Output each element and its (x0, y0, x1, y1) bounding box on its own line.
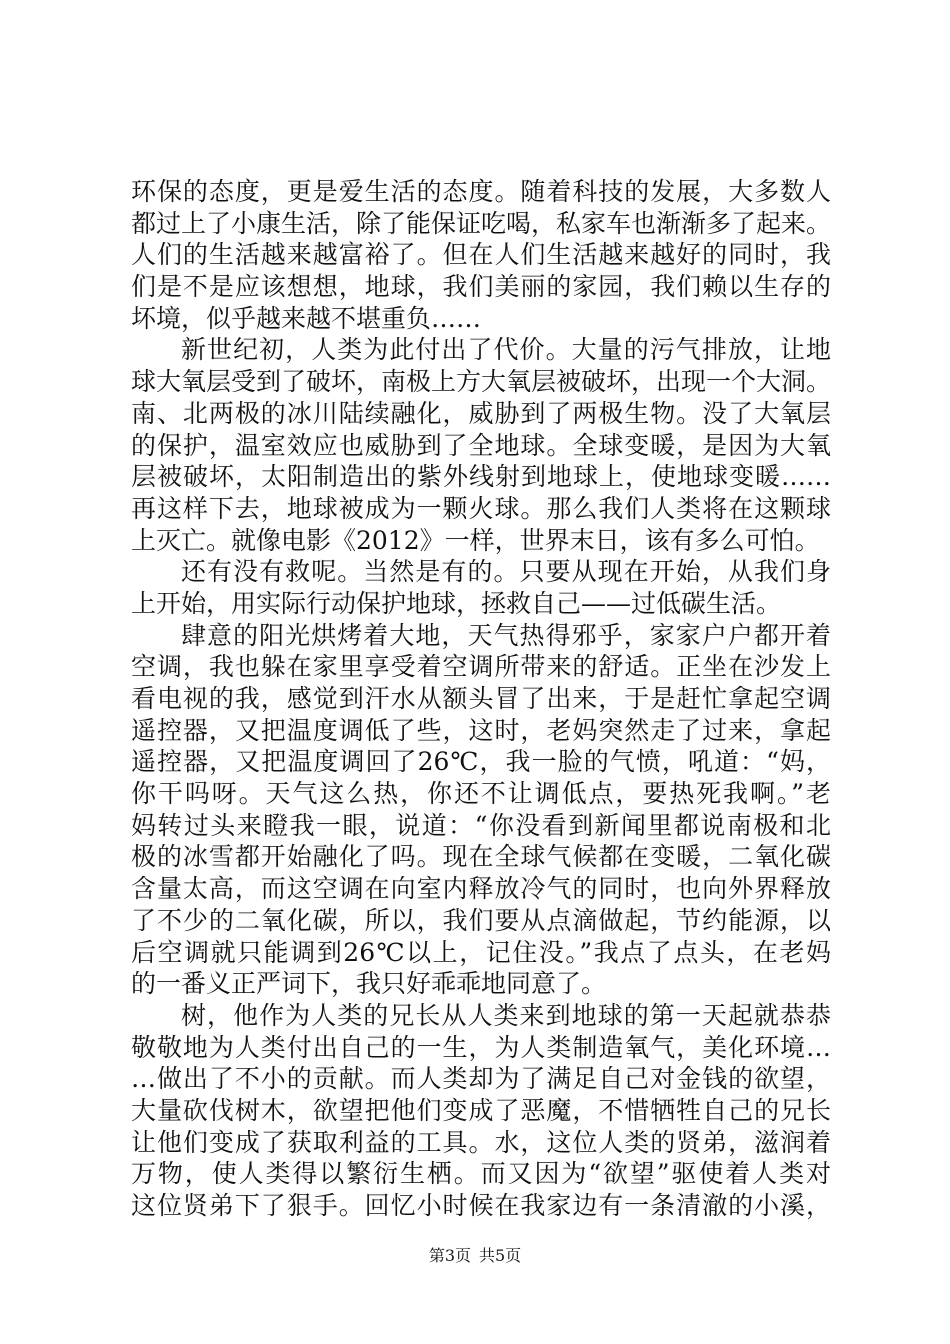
text-line: 遥控器，又把温度调回了26℃，我一脸的气愤，吼道：“妈， (131, 747, 831, 777)
page-number: 第3页 (428, 1246, 471, 1265)
text-line: 让他们变成了获取利益的工具。水，这位人类的贤弟，滋润着 (131, 1127, 831, 1157)
text-line: 层被破坏，太阳制造出的紫外线射到地球上，使地球变暖…… (131, 462, 831, 492)
text-line: 了不少的二氧化碳，所以，我们要从点滴做起，节约能源，以 (131, 905, 831, 935)
paragraph-start-line: 肆意的阳光烘烤着大地，天气热得邪乎，家家户户都开着 (181, 620, 831, 650)
text-line: 看电视的我，感觉到汗水从额头冒了出来，于是赶忙拿起空调 (131, 684, 831, 713)
text-line: 都过上了小康生活，除了能保证吃喝，私家车也渐渐多了起来。 (131, 208, 832, 238)
text-line: 上开始，用实际行动保护地球，拯救自己——过低碳生活。 (131, 588, 782, 618)
text-line: 上灭亡。就像电影《2012》一样，世界末日，该有多么可怕。 (131, 525, 820, 555)
text-line: 这位贤弟下了狠手。回忆小时候在我家边有一条清澈的小溪， (131, 1191, 831, 1220)
paragraph-start-line: 新世纪初，人类为此付出了代价。大量的污气排放，让地 (181, 335, 831, 365)
text-line: 环保的态度，更是爱生活的态度。随着科技的发展，大多数人 (131, 177, 831, 206)
document-body (131, 176, 831, 1222)
text-line: …做出了不小的贡献。而人类却为了满足自己对金钱的欲望， (131, 1064, 831, 1094)
text-line: 遥控器，又把温度调低了些，这时，老妈突然走了过来，拿起 (131, 715, 831, 745)
text-line: 极的冰雪都开始融化了吗。现在全球气候都在变暖，二氧化碳 (131, 842, 831, 872)
text-line: 南、北两极的冰川陆续融化，威胁到了两极生物。没了大氧层 (131, 398, 831, 428)
text-line: 你干吗呀。天气这么热，你还不让调低点，要热死我啊。”老 (131, 779, 831, 809)
text-line: 含量太高，而这空调在向室内释放冷气的同时，也向外界释放 (131, 874, 831, 904)
text-line: 坏境，似乎越来越不堪重负…… (131, 303, 482, 333)
text-line: 的一番义正严词下，我只好乖乖地同意了。 (131, 969, 607, 999)
text-line: 万物，使人类得以繁衍生栖。而又因为“欲望”驱使着人类对 (131, 1159, 831, 1189)
text-line: 人们的生活越来越富裕了。但在人们生活越来越好的同时，我 (131, 240, 831, 270)
text-line: 空调，我也躲在家里享受着空调所带来的舒适。正坐在沙发上 (131, 652, 831, 682)
text-line: 们是不是应该想想，地球，我们美丽的家园，我们赖以生存的 (131, 272, 831, 302)
text-line: 球大氧层受到了破坏，南极上方大氧层被破坏，出现一个大洞。 (131, 367, 832, 397)
page-footer (0, 1246, 950, 1266)
text-line: 再这样下去，地球被成为一颗火球。那么我们人类将在这颗球 (131, 493, 831, 523)
text-line: 妈转过头来瞪我一眼，说道：“你没看到新闻里都说南极和北 (131, 810, 831, 840)
paragraph-start-line: 还有没有救呢。当然是有的。只要从现在开始，从我们身 (181, 557, 831, 587)
text-line: 敬敬地为人类付出自己的一生，为人类制造氧气，美化环境… (131, 1032, 831, 1062)
text-line: 的保护，温室效应也威胁到了全地球。全球变暖，是因为大氧 (131, 430, 831, 460)
paragraph-start-line: 树，他作为人类的兄长从人类来到地球的第一天起就恭恭 (181, 1000, 831, 1030)
page-total: 共5页 (479, 1246, 522, 1265)
text-line: 后空调就只能调到26℃以上，记住没。”我点了点头，在老妈 (131, 937, 831, 967)
text-line: 大量砍伐树木，欲望把他们变成了恶魔，不惜牺牲自己的兄长 (131, 1095, 831, 1125)
